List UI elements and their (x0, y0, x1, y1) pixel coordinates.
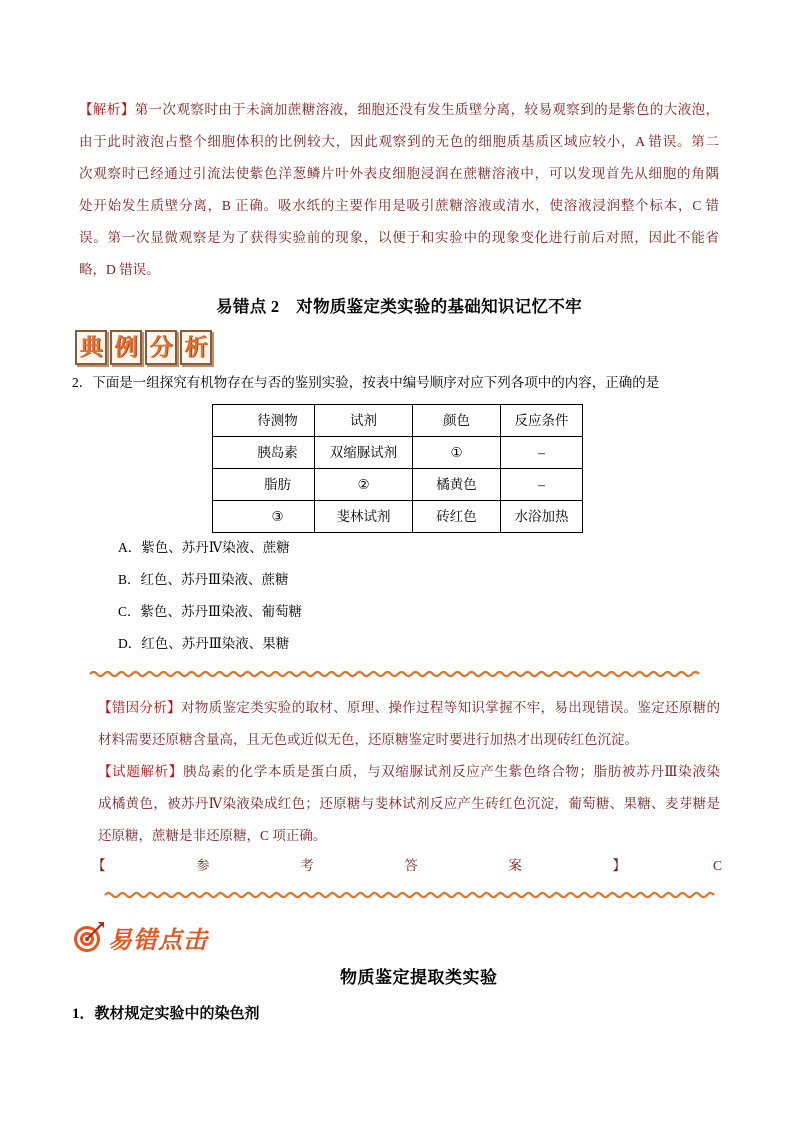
analysis-line: 略，D 错误。 (79, 262, 160, 277)
analysis-line: 误。第一次显微观察是为了获得实验前的现象，以便于和实验中的现象变化进行前后对照，因此不能省 (79, 230, 719, 245)
wavy-divider-line (105, 893, 714, 897)
error-analysis-paragraph (98, 692, 720, 756)
wavy-divider (90, 668, 705, 680)
reference-answer-label-char: 】 (612, 858, 626, 873)
option-c: C．紫色、苏丹Ⅲ染液、葡萄糖 (118, 604, 303, 619)
table-header-cell: 反应条件 (501, 405, 583, 437)
analysis-label: 【解析】 (79, 102, 135, 117)
subsection-title: 物质鉴定提取类实验 (340, 968, 498, 987)
table-cell: 双缩脲试剂 (315, 437, 413, 469)
error-tips-badge (72, 918, 208, 956)
table-cell: ③ (213, 501, 315, 533)
reference-answer (92, 850, 722, 882)
table-cell: 斐林试剂 (315, 501, 413, 533)
table-cell: 脂肪 (213, 469, 315, 501)
reference-answer-value: C (712, 858, 722, 873)
analysis-paragraph (79, 94, 719, 286)
wavy-divider (105, 889, 715, 901)
table-cell: 胰岛素 (213, 437, 315, 469)
error-analysis-label: 【错因分析】 (98, 700, 181, 715)
analysis-line-text: 第一次观察时由于未滴加蔗糖溶液，细胞还没有发生质壁分离，较易观察到的是紫色的大液泡， (134, 102, 719, 117)
example-analysis-badge-char: 析 (180, 330, 212, 365)
reference-answer-label-char: 考 (300, 858, 314, 873)
section-heading: 易错点 2 对物质鉴定类实验的基础知识记忆不牢 (216, 297, 582, 316)
question-stem: 2．下面是一组探究有机物存在与否的鉴别实验，按表中编号顺序对应下列各项中的内容，正确的是 (72, 375, 660, 390)
reference-answer-label-char: 【 (92, 858, 106, 873)
table-cell: – (501, 437, 583, 469)
table-row (213, 469, 583, 501)
table-row (213, 437, 583, 469)
reference-answer-label (92, 850, 626, 882)
example-analysis-badge-char: 分 (145, 330, 177, 365)
table-cell: – (501, 469, 583, 501)
example-analysis-badge (75, 330, 212, 367)
table-header-cell: 待测物 (213, 405, 315, 437)
option-b: B．红色、苏丹Ⅲ染液、蔗糖 (118, 572, 289, 587)
error-analysis-line: 材料需要还原糖含量高，且无色或近似无色，还原糖鉴定时要进行加热才出现砖红色沉淀。 (98, 732, 638, 747)
analysis-line (79, 94, 719, 126)
target-arrow-icon (72, 920, 106, 954)
analysis-line: 处开始发生质壁分离，B 正确。吸水纸的主要作用是吸引蔗糖溶液或清水，使溶液浸润整个标本，C 错 (79, 198, 719, 213)
analysis-line: 次观察时已经通过引流法使紫色洋葱鳞片叶外表皮细胞浸润在蔗糖溶液中，可以发现首先从细胞的角隅 (79, 166, 719, 181)
table-header-cell: 试剂 (315, 405, 413, 437)
error-tips-badge-text: 易错点击 (108, 925, 208, 954)
table-cell: ① (413, 437, 501, 469)
solution-line (98, 756, 720, 788)
table-header-row (213, 405, 583, 437)
solution-line: 成橘黄色，被苏丹Ⅳ染液染成红色；还原糖与斐林试剂反应产生砖红色沉淀，葡萄糖、果糖、麦芽糖是 (98, 796, 720, 811)
reference-answer-label-char: 参 (196, 858, 210, 873)
table-header-cell: 颜色 (413, 405, 501, 437)
solution-paragraph (98, 756, 720, 852)
example-analysis-badge-char: 例 (110, 330, 142, 365)
solution-line: 还原糖，蔗糖是非还原糖，C 项正确。 (98, 828, 327, 843)
error-analysis-line-text: 对物质鉴定类实验的取材、原理、操作过程等知识掌握不牢，易出现错误。鉴定还原糖的 (180, 700, 720, 715)
table-cell: 砖红色 (413, 501, 501, 533)
reference-answer-label-char: 案 (508, 858, 522, 873)
reagent-table (212, 404, 583, 533)
table-cell: 水浴加热 (501, 501, 583, 533)
solution-label: 【试题解析】 (98, 764, 183, 779)
item-heading: 1．教材规定实验中的染色剂 (72, 1006, 260, 1022)
error-analysis-line (98, 692, 720, 724)
solution-line-text: 胰岛素的化学本质是蛋白质，与双缩脲试剂反应产生紫色络合物；脂肪被苏丹Ⅲ染液染 (182, 764, 720, 779)
table-cell: ② (315, 469, 413, 501)
reference-answer-label-char: 答 (404, 858, 418, 873)
answer-options (118, 532, 518, 660)
table-cell: 橘黄色 (413, 469, 501, 501)
option-a: A．紫色、苏丹Ⅳ染液、蔗糖 (118, 540, 290, 555)
option-d: D．红色、苏丹Ⅲ染液、果糖 (118, 636, 290, 651)
example-analysis-badge-char: 典 (75, 330, 107, 365)
wavy-divider-line (90, 672, 699, 676)
table-row (213, 501, 583, 533)
analysis-line: 由于此时液泡占整个细胞体积的比例较大，因此观察到的无色的细胞质基质区域应较小，A 错误。第二 (79, 134, 719, 149)
